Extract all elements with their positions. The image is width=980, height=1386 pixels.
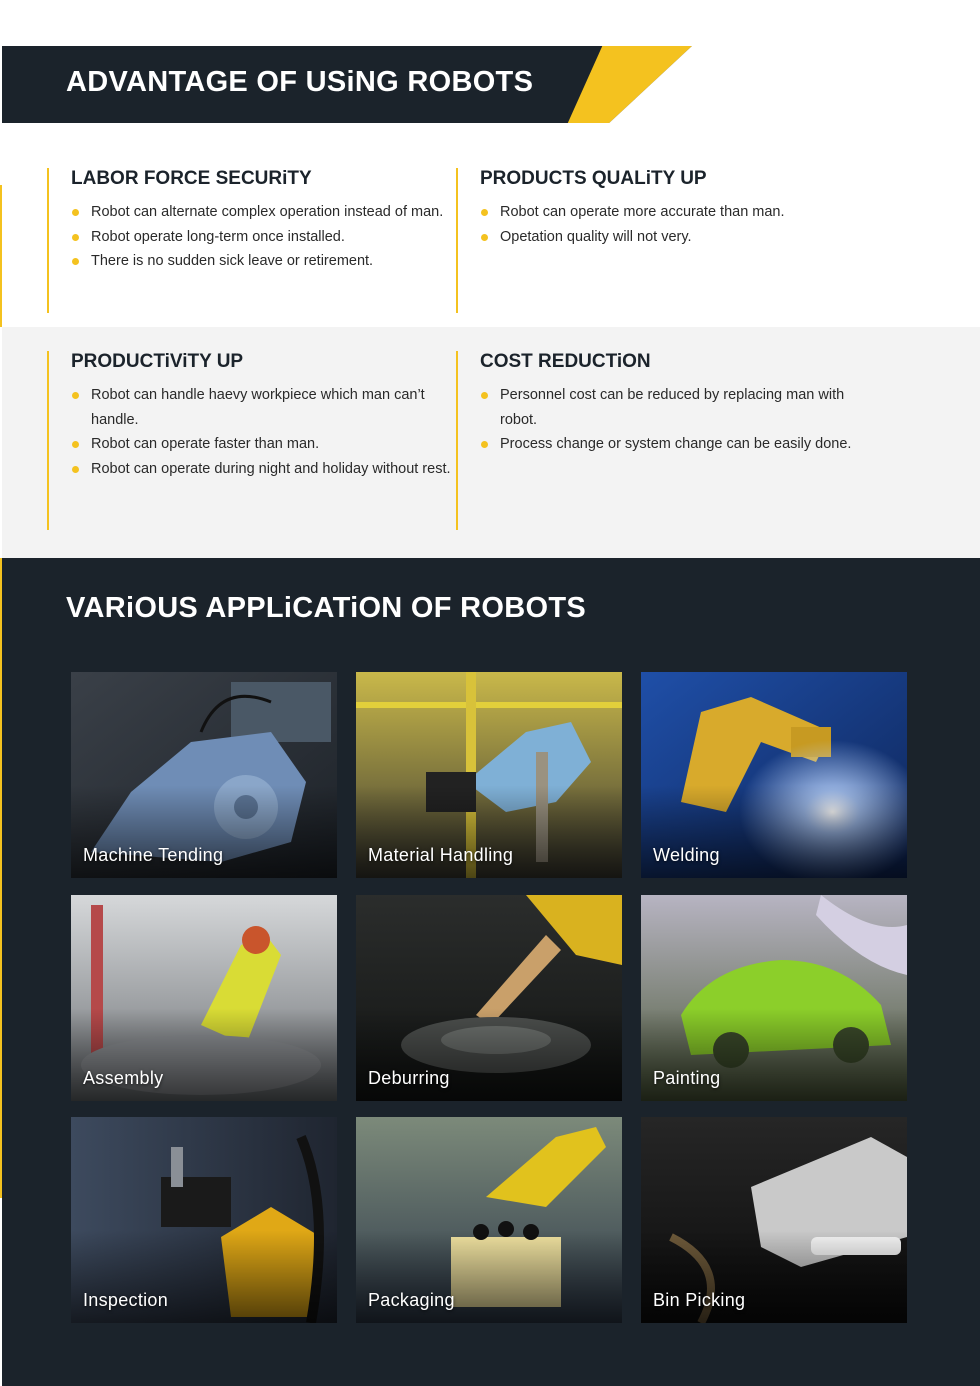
advantage-labor-force-security <box>47 168 456 313</box>
advantage-list <box>480 383 865 457</box>
advantage-item: Personnel cost can be reduced by replacing man with robot. <box>480 383 865 432</box>
advantage-title: LABOR FORCE SECURiTY <box>71 168 312 189</box>
advantage-title: PRODUCTiViTY UP <box>71 351 244 372</box>
tile-inspection <box>71 1117 337 1323</box>
advantage-item: Process change or system change can be easily done. <box>480 432 865 457</box>
tile-painting <box>641 895 907 1101</box>
advantage-cost-reduction <box>456 351 865 530</box>
tile-label: Welding <box>653 845 720 865</box>
advantage-item: Robot can handle haevy workpiece which man can’t handle. <box>71 383 456 432</box>
advantage-item: Robot can operate during night and holiday without rest. <box>71 457 456 482</box>
advantage-item: Robot operate long-term once installed. <box>71 225 456 250</box>
tile-deburring <box>356 895 622 1101</box>
advantage-item: Robot can operate faster than man. <box>71 432 456 457</box>
tile-welding <box>641 672 907 878</box>
advantage-list <box>71 200 456 274</box>
tile-machine-tending <box>71 672 337 878</box>
advantage-productivity-up <box>47 351 456 530</box>
tile-label: Painting <box>653 1068 721 1088</box>
left-accent-line <box>0 185 2 327</box>
advantage-products-quality-up <box>456 168 865 313</box>
advantage-title: COST REDUCTiON <box>480 351 651 372</box>
applications-title: VARiOUS APPLiCATiON OF ROBOTS <box>66 592 586 624</box>
applications-section <box>2 558 980 1386</box>
tile-assembly <box>71 895 337 1101</box>
tile-packaging <box>356 1117 622 1323</box>
advantage-item: Opetation quality will not very. <box>480 225 865 250</box>
tile-bin-picking <box>641 1117 907 1323</box>
tile-material-handling <box>356 672 622 878</box>
tile-label: Packaging <box>368 1290 455 1310</box>
advantage-item: There is no sudden sick leave or retirement. <box>71 249 456 274</box>
tile-label: Deburring <box>368 1068 450 1088</box>
header-banner <box>2 46 692 123</box>
tile-label: Machine Tending <box>83 845 224 865</box>
tile-label: Inspection <box>83 1290 169 1310</box>
advantage-list <box>71 383 456 481</box>
tile-label: Bin Picking <box>653 1290 746 1310</box>
advantage-item: Robot can operate more accurate than man. <box>480 200 865 225</box>
tile-label: Assembly <box>83 1068 164 1088</box>
page-title: ADVANTAGE OF USiNG ROBOTS <box>66 66 534 98</box>
advantage-list <box>480 200 865 249</box>
tile-label: Material Handling <box>368 845 514 865</box>
advantage-title: PRODUCTS QUALiTY UP <box>480 168 707 189</box>
advantage-item: Robot can alternate complex operation instead of man. <box>71 200 456 225</box>
